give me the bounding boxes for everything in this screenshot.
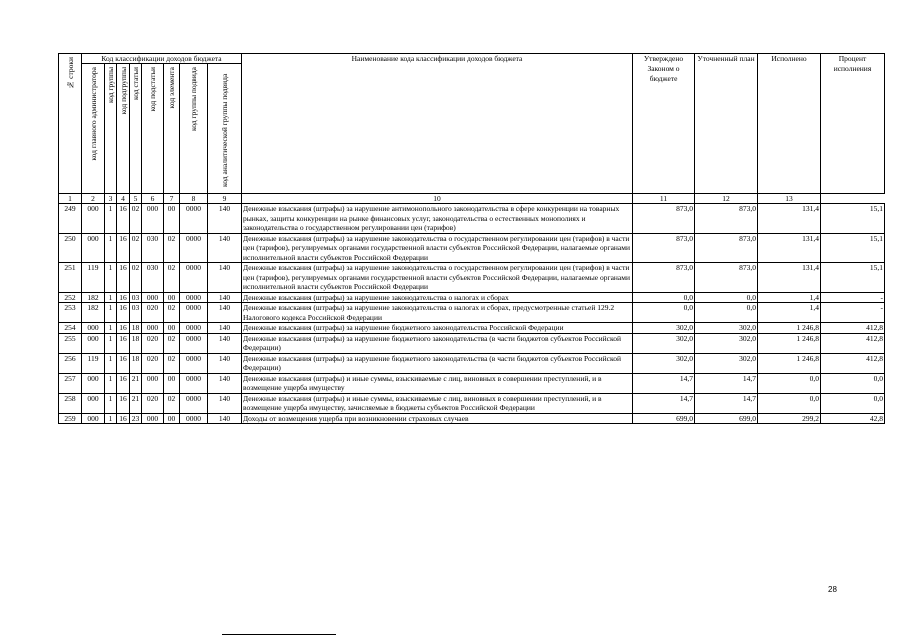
header-code-group: Код классификации доходов бюджета [82, 54, 242, 64]
column-number: 10 [242, 194, 633, 204]
revised-amount: 302,0 [695, 353, 758, 373]
analytic-group-code: 140 [208, 204, 242, 234]
revised-amount: 0,0 [695, 303, 758, 323]
header-group-code: код группы [105, 64, 117, 194]
revised-amount: 302,0 [695, 323, 758, 334]
income-name: Денежные взыскания (штрафы) за нарушение бюджетного законодательства Российской Федерации [242, 323, 633, 334]
table-row [59, 263, 885, 293]
article-code: 18 [130, 333, 142, 353]
table-row [59, 233, 885, 263]
column-number: 1 [59, 194, 82, 204]
group-code: 1 [105, 204, 117, 234]
executed-amount: 0,0 [758, 373, 821, 393]
approved-amount: 14,7 [633, 373, 695, 393]
execution-percent: 412,8 [821, 353, 885, 373]
revised-amount: 873,0 [695, 263, 758, 293]
budget-table [58, 53, 885, 424]
subtype-group-code: 0000 [180, 413, 208, 424]
subtype-group-code: 0000 [180, 303, 208, 323]
column-number: 5 [130, 194, 142, 204]
article-code: 18 [130, 323, 142, 334]
row-number: 256 [59, 353, 82, 373]
table-body [59, 204, 885, 424]
header-executed: Исполнено [758, 54, 821, 194]
subgroup-code: 16 [117, 233, 130, 263]
subarticle-code: 020 [142, 353, 164, 373]
table-row [59, 393, 885, 413]
element-code: 00 [164, 292, 180, 303]
row-number: 254 [59, 323, 82, 334]
article-code: 03 [130, 303, 142, 323]
table-row [59, 323, 885, 334]
analytic-group-code: 140 [208, 303, 242, 323]
group-code: 1 [105, 292, 117, 303]
header-element-code: код элемента [164, 64, 180, 194]
column-number: 8 [180, 194, 208, 204]
article-code: 23 [130, 413, 142, 424]
table-row [59, 292, 885, 303]
admin-code: 000 [82, 413, 105, 424]
header-analytic-group-code: код аналитической группы подвида [208, 64, 242, 194]
approved-amount: 699,0 [633, 413, 695, 424]
group-code: 1 [105, 353, 117, 373]
table-row [59, 303, 885, 323]
row-number: 255 [59, 333, 82, 353]
subtype-group-code: 0000 [180, 263, 208, 293]
row-number: 259 [59, 413, 82, 424]
article-code: 02 [130, 233, 142, 263]
article-code: 03 [130, 292, 142, 303]
admin-code: 000 [82, 323, 105, 334]
column-number: 3 [105, 194, 117, 204]
revised-amount: 873,0 [695, 233, 758, 263]
column-number: 6 [142, 194, 164, 204]
income-name: Денежные взыскания (штрафы) за нарушение бюджетного законодательства (в части бюджетов субъектов Российской Федерации) [242, 353, 633, 373]
element-code: 00 [164, 204, 180, 234]
income-name: Денежные взыскания (штрафы) за нарушение законодательства о налогах и сборах, предусмотренные статьей 129.2 Налогового кодекса Российской Федерации [242, 303, 633, 323]
subarticle-code: 030 [142, 233, 164, 263]
analytic-group-code: 140 [208, 353, 242, 373]
approved-amount: 302,0 [633, 353, 695, 373]
income-name: Денежные взыскания (штрафы) и иные суммы, взыскиваемые с лиц, виновных в совершении преступлений, и в возмещение ущерба имуществу [242, 373, 633, 393]
header-subarticle-code: код подстатьи [142, 64, 164, 194]
revised-amount: 302,0 [695, 333, 758, 353]
approved-amount: 873,0 [633, 263, 695, 293]
admin-code: 000 [82, 393, 105, 413]
subgroup-code: 16 [117, 373, 130, 393]
analytic-group-code: 140 [208, 233, 242, 263]
row-number: 257 [59, 373, 82, 393]
executed-amount: 0,0 [758, 393, 821, 413]
article-code: 02 [130, 263, 142, 293]
income-name: Денежные взыскания (штрафы) за нарушение бюджетного законодательства (в части бюджетов субъектов Российской Федерации) [242, 333, 633, 353]
subtype-group-code: 0000 [180, 323, 208, 334]
subtype-group-code: 0000 [180, 204, 208, 234]
article-code: 02 [130, 204, 142, 234]
execution-percent: - [821, 292, 885, 303]
footer-line [222, 634, 336, 635]
admin-code: 119 [82, 263, 105, 293]
admin-code: 182 [82, 292, 105, 303]
execution-percent: 15,1 [821, 233, 885, 263]
element-code: 02 [164, 393, 180, 413]
header-subtype-group-code: код группы подвида [180, 64, 208, 194]
group-code: 1 [105, 333, 117, 353]
header-approved: Утверждено Законом о бюджете [633, 54, 695, 194]
income-name: Доходы от возмещения ущерба при возникновении страховых случаев [242, 413, 633, 424]
admin-code: 000 [82, 233, 105, 263]
column-number: 12 [695, 194, 758, 204]
table-row [59, 204, 885, 234]
element-code: 02 [164, 333, 180, 353]
group-code: 1 [105, 263, 117, 293]
header-percent: Процент исполнения [821, 54, 885, 194]
header-article-code: код статьи [130, 64, 142, 194]
executed-amount: 1 246,8 [758, 333, 821, 353]
article-code: 18 [130, 353, 142, 373]
subarticle-code: 000 [142, 413, 164, 424]
article-code: 21 [130, 393, 142, 413]
approved-amount: 14,7 [633, 393, 695, 413]
header-name: Наименование кода классификации доходов бюджета [242, 54, 633, 194]
analytic-group-code: 140 [208, 413, 242, 424]
admin-code: 000 [82, 204, 105, 234]
subarticle-code: 000 [142, 373, 164, 393]
column-numbers-row [59, 194, 885, 204]
column-number: 11 [633, 194, 695, 204]
column-number: 4 [117, 194, 130, 204]
income-name: Денежные взыскания (штрафы) и иные суммы, взыскиваемые с лиц, виновных в совершении преступлений, и в возмещение ущерба имуществу, зачисляемые в бюджеты субъектов Российской Федерации [242, 393, 633, 413]
subgroup-code: 16 [117, 303, 130, 323]
subtype-group-code: 0000 [180, 393, 208, 413]
header-revised: Уточненный план [695, 54, 758, 194]
executed-amount: 1 246,8 [758, 353, 821, 373]
row-number: 250 [59, 233, 82, 263]
header-subgroup-code: код подгруппы [117, 64, 130, 194]
analytic-group-code: 140 [208, 263, 242, 293]
subarticle-code: 020 [142, 393, 164, 413]
approved-amount: 302,0 [633, 323, 695, 334]
element-code: 00 [164, 413, 180, 424]
income-name: Денежные взыскания (штрафы) за нарушение законодательства о налогах и сборах [242, 292, 633, 303]
approved-amount: 302,0 [633, 333, 695, 353]
income-name: Денежные взыскания (штрафы) за нарушение антимонопольного законодательства в сфере конкуренции на товарных рынках, защиты конкуренции на рынке финансовых услуг, законодательства о естественных монополиях и законодательства о государственном регулировании цен (тарифов) [242, 204, 633, 234]
table-row [59, 353, 885, 373]
subarticle-code: 000 [142, 323, 164, 334]
element-code: 00 [164, 323, 180, 334]
admin-code: 000 [82, 373, 105, 393]
group-code: 1 [105, 373, 117, 393]
executed-amount: 131,4 [758, 263, 821, 293]
executed-amount: 1,4 [758, 292, 821, 303]
execution-percent: 412,8 [821, 323, 885, 334]
subtype-group-code: 0000 [180, 373, 208, 393]
approved-amount: 873,0 [633, 204, 695, 234]
analytic-group-code: 140 [208, 393, 242, 413]
row-number: 249 [59, 204, 82, 234]
group-code: 1 [105, 233, 117, 263]
subtype-group-code: 0000 [180, 233, 208, 263]
execution-percent: 42,8 [821, 413, 885, 424]
subtype-group-code: 0000 [180, 333, 208, 353]
subgroup-code: 16 [117, 292, 130, 303]
analytic-group-code: 140 [208, 333, 242, 353]
analytic-group-code: 140 [208, 323, 242, 334]
column-number: 2 [82, 194, 105, 204]
executed-amount: 131,4 [758, 233, 821, 263]
revised-amount: 14,7 [695, 373, 758, 393]
element-code: 02 [164, 353, 180, 373]
article-code: 21 [130, 373, 142, 393]
header-admin-code: код главного администратора [82, 64, 105, 194]
group-code: 1 [105, 323, 117, 334]
table-row [59, 373, 885, 393]
execution-percent: 15,1 [821, 263, 885, 293]
element-code: 02 [164, 233, 180, 263]
executed-amount: 1 246,8 [758, 323, 821, 334]
approved-amount: 873,0 [633, 233, 695, 263]
subgroup-code: 16 [117, 333, 130, 353]
execution-percent: - [821, 303, 885, 323]
element-code: 02 [164, 303, 180, 323]
element-code: 00 [164, 373, 180, 393]
column-number: 13 [758, 194, 821, 204]
column-number: 9 [208, 194, 242, 204]
group-code: 1 [105, 303, 117, 323]
execution-percent: 0,0 [821, 373, 885, 393]
column-number: 7 [164, 194, 180, 204]
admin-code: 000 [82, 333, 105, 353]
row-number: 252 [59, 292, 82, 303]
header-row-number: № строки [59, 54, 82, 194]
admin-code: 119 [82, 353, 105, 373]
execution-percent: 0,0 [821, 393, 885, 413]
execution-percent: 412,8 [821, 333, 885, 353]
subarticle-code: 020 [142, 303, 164, 323]
row-number: 253 [59, 303, 82, 323]
revised-amount: 0,0 [695, 292, 758, 303]
subgroup-code: 16 [117, 263, 130, 293]
table-row [59, 333, 885, 353]
admin-code: 182 [82, 303, 105, 323]
analytic-group-code: 140 [208, 373, 242, 393]
subarticle-code: 000 [142, 204, 164, 234]
table-row [59, 413, 885, 424]
subgroup-code: 16 [117, 204, 130, 234]
executed-amount: 299,2 [758, 413, 821, 424]
subgroup-code: 16 [117, 323, 130, 334]
subtype-group-code: 0000 [180, 353, 208, 373]
execution-percent: 15,1 [821, 204, 885, 234]
subtype-group-code: 0000 [180, 292, 208, 303]
row-number: 258 [59, 393, 82, 413]
revised-amount: 873,0 [695, 204, 758, 234]
revised-amount: 699,0 [695, 413, 758, 424]
subgroup-code: 16 [117, 393, 130, 413]
row-number: 251 [59, 263, 82, 293]
subarticle-code: 030 [142, 263, 164, 293]
element-code: 02 [164, 263, 180, 293]
page-number: 28 [828, 585, 837, 594]
revised-amount: 14,7 [695, 393, 758, 413]
subarticle-code: 000 [142, 292, 164, 303]
executed-amount: 131,4 [758, 204, 821, 234]
income-name: Денежные взыскания (штрафы) за нарушение законодательства о государственном регулировании цен (тарифов) в части цен (тарифов), регулируемых органами государственной власти субъектов Российской Федерации, налагаемые органами исполнительной власти субъектов Российской Федерации [242, 263, 633, 293]
approved-amount: 0,0 [633, 303, 695, 323]
subgroup-code: 16 [117, 413, 130, 424]
income-name: Денежные взыскания (штрафы) за нарушение законодательства о государственном регулировании цен (тарифов) в части цен (тарифов), регулируемых органами государственной власти субъектов Российской Федерации, налагаемые органами исполнительной власти субъектов Российской Федерации [242, 233, 633, 263]
subgroup-code: 16 [117, 353, 130, 373]
group-code: 1 [105, 393, 117, 413]
executed-amount: 1,4 [758, 303, 821, 323]
group-code: 1 [105, 413, 117, 424]
approved-amount: 0,0 [633, 292, 695, 303]
subarticle-code: 020 [142, 333, 164, 353]
analytic-group-code: 140 [208, 292, 242, 303]
